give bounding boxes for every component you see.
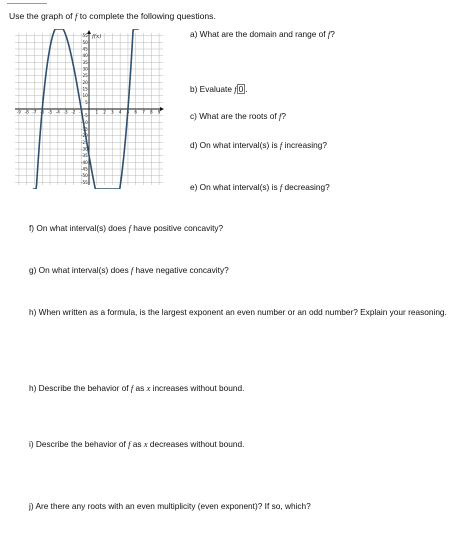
y-tick-label: 15 — [82, 86, 88, 92]
question-i: i) Describe the behavior of f as x decreases without bound. — [29, 439, 245, 449]
y-tick-label: -15 — [80, 126, 88, 132]
y-tick-label: -55 — [80, 179, 88, 185]
x-tick-label: 5 — [126, 109, 130, 115]
x-axis-arrow — [160, 107, 164, 111]
y-tick-label: -5 — [83, 113, 88, 119]
y-tick-label: -50 — [80, 173, 88, 179]
x-tick-label: 6 — [134, 109, 138, 115]
function-graph — [15, 29, 165, 189]
top-divider — [7, 3, 47, 4]
x-tick-label: -3 — [63, 109, 68, 115]
y-tick-label: 50 — [82, 39, 88, 45]
x-tick-label: -1 — [79, 109, 84, 115]
y-tick-label: -25 — [80, 139, 88, 145]
question-b: b) Evaluate f 0 . — [190, 84, 248, 94]
x-tick-label: 3 — [111, 109, 114, 115]
x-tick-label: -7 — [32, 109, 37, 115]
x-tick-label: 8 — [149, 109, 153, 115]
question-d: d) On what interval(s) is f increasing? — [190, 140, 327, 150]
question-f: f) On what interval(s) does f have positive concavity? — [29, 223, 224, 233]
question-h-behavior: h) Describe the behavior of f as x increases without bound. — [29, 383, 245, 393]
y-tick-label: 20 — [82, 79, 88, 85]
x-tick-label: 2 — [103, 109, 106, 115]
question-h-exponent: h) When written as a formula, is the largest exponent an even number or an odd number? Explain your reasoning. — [29, 307, 447, 317]
y-tick-label: -30 — [80, 146, 88, 152]
x-tick-label: -9 — [16, 109, 21, 115]
y-tick-label: 40 — [82, 53, 88, 59]
x-tick-label: 7 — [142, 109, 145, 115]
instruction-text: Use the graph of f to complete the following questions. — [9, 11, 216, 21]
y-tick-label: 55 — [82, 33, 88, 39]
function-label: f(x) — [92, 34, 102, 40]
question-a: a) What are the domain and range of f? — [190, 29, 335, 39]
y-tick-label: 45 — [82, 46, 88, 52]
y-tick-label: 10 — [82, 93, 88, 99]
y-tick-label: -45 — [80, 166, 88, 172]
question-e: e) On what interval(s) is f decreasing? — [190, 182, 330, 192]
y-tick-label: 30 — [82, 66, 88, 72]
y-tick-label: 5 — [85, 99, 88, 105]
y-tick-label: -10 — [80, 119, 88, 125]
y-tick-label: -35 — [80, 153, 88, 159]
question-g: g) On what interval(s) does f have negative concavity? — [29, 265, 229, 275]
y-tick-label: -20 — [80, 133, 88, 139]
x-tick-label: 4 — [118, 109, 122, 115]
y-tick-label: -40 — [80, 159, 88, 165]
x-tick-label: -6 — [40, 109, 45, 115]
x-tick-label: -4 — [55, 109, 60, 115]
y-tick-label: 35 — [82, 59, 88, 65]
x-tick-label: 1 — [95, 109, 99, 115]
graph-svg — [15, 29, 165, 189]
x-tick-label: -2 — [71, 109, 76, 115]
boxed-value: 0 — [238, 84, 244, 94]
question-c: c) What are the roots of f? — [190, 111, 286, 121]
x-tick-label: 9 — [157, 109, 161, 115]
y-tick-label: 25 — [82, 73, 88, 79]
question-j: j) Are there any roots with an even multiplicity (even exponent)? If so, which? — [29, 501, 311, 511]
x-tick-label: -5 — [47, 109, 53, 115]
x-tick-label: -8 — [24, 109, 29, 115]
